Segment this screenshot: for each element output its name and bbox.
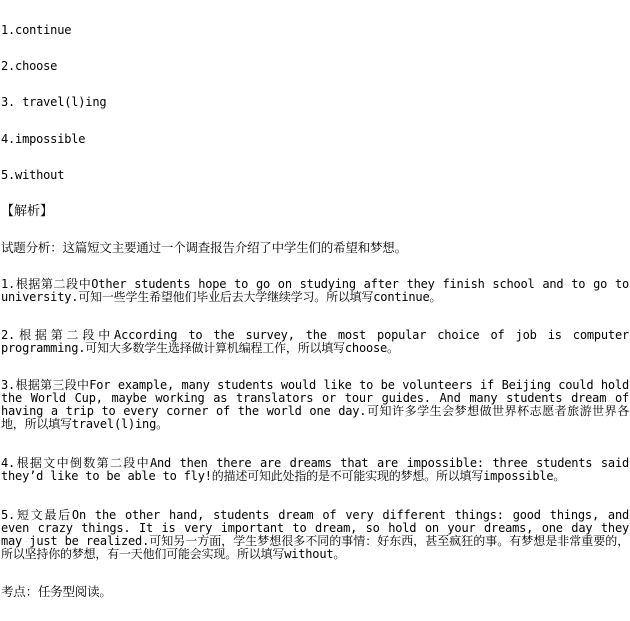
explanation-4: 4.根据文中倒数第二段中And then there are dreams that are impossible: three students said they’d like to be able to fly!的描述可知此处指的是不可能实现的梦想。所以填写impossible。 [1,456,629,483]
explanation-2: 2.根据第二段中According to the survey, the most popular choice of job is computer programming.可知大多数学生选择做计算机编程工作，所以填写choose。 [1,328,629,355]
footer-topic: 考点：任务型阅读。 [1,584,112,599]
answer-1: 1.continue [1,23,72,37]
explanation-3: 3.根据第三段中For example, many students would like to be volunteers if Beijing could hold the World Cup, maybe working as translators or tour guides. And many students dream of having a trip to every corner of the world one day.可知许多学生会梦想做世界杯志愿者旅游世界各地，所以填写travel(l)ing。 [1,378,629,431]
analysis-heading: 【解析】 [1,204,54,219]
answer-3: 3. travel(l)ing [1,95,107,109]
explanation-5: 5.短文最后On the other hand, students dream of very different things: good things, and even crazy things. It is very important to dream, so hold on your dreams, one day they may just be realized.可知另一方面，学生梦想很多不同的事情：好东西，甚至疯狂的事。有梦想是非常重要的，所以坚持你的梦想，有一天他们可能会实现。所以填写without。 [1,508,629,561]
explanation-1: 1.根据第二段中Other students hope to go on studying after they finish school and to go to university.可知一些学生希望他们毕业后去大学继续学习。所以填写continue。 [1,277,629,304]
answer-2: 2.choose [1,59,58,73]
analysis-summary: 试题分析：这篇短文主要通过一个调查报告介绍了中学生们的希望和梦想。 [1,240,407,255]
answer-4: 4.impossible [1,132,86,146]
answer-5: 5.without [1,168,65,182]
